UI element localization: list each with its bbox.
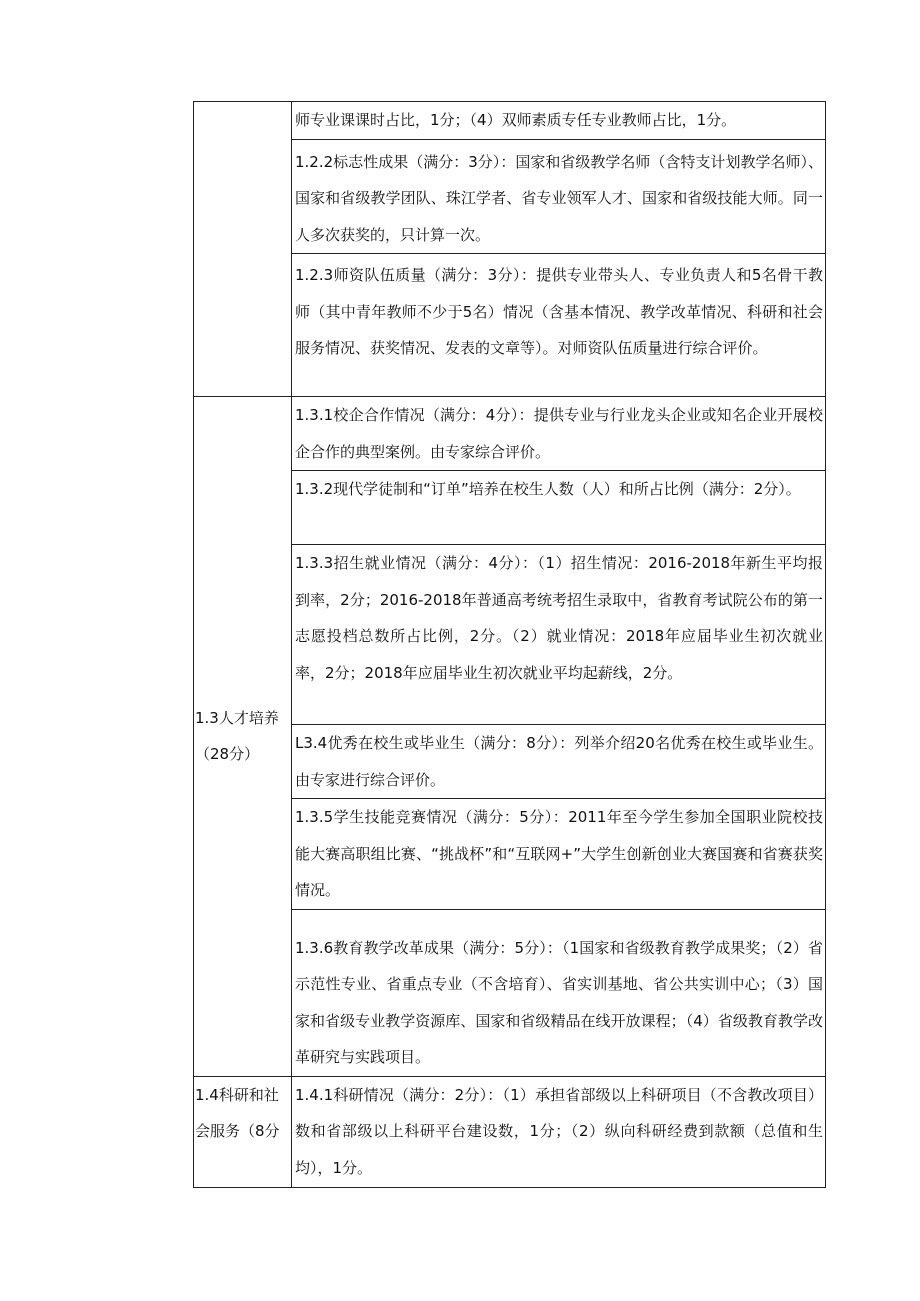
criterion-cell [292,1076,826,1187]
table-row [194,397,826,471]
criterion-text: 1.3.5学生技能竞赛情况（满分：5分）：2011年至今学生参加全国职业院校技能大赛高职组比赛、“挑战杯”和“互联网+”大学生创新创业大赛国赛和省赛获奖情况。 [295,808,823,899]
criterion-cell [292,545,826,725]
criterion-text: 1.4.1科研情况（满分：2分）：（1）承担省部级以上科研项目（不含教改项目）数和省部级以上科研平台建设数，1分；（2）纵向科研经费到款额（总值和生均），1分。 [295,1085,823,1177]
category-cell [194,1076,292,1187]
criterion-text: 师专业课课时占比，1分；（4）双师素质专任专业教师占比，1分。 [295,111,737,129]
criterion-text: 1.2.3师资队伍质量（满分：3分）：提供专业带头人、专业负责人和5名骨干教师（其中青年教师不少于5名）情况（含基本情况、教学改革情况、科研和社会服务情况、获奖情况、发表的文章等）。对师资队伍质量进行综合评价。 [295,266,823,357]
criterion-text: 1.3.6教育教学改革成果（满分：5分）：（1国家和省级教育教学成果奖；（2）省示范性专业、省重点专业（不含培育）、省实训基地、省公共实训中心；（3）国家和省级专业教学资源库、国家和省级精品在线开放课程；（4）省级教育教学改革研究与实践项目。 [295,938,823,1066]
criterion-cell [292,397,826,471]
evaluation-table [193,101,826,1188]
table-row [194,102,826,140]
criterion-text: 1.3.1校企合作情况（满分：4分）：提供专业与行业龙头企业或知名企业开展校企合作的典型案例。由专家综合评价。 [295,406,823,461]
category-label: 1.3人才培养（28分） [195,708,279,764]
criterion-text: L3.4优秀在校生或毕业生（满分：8分）：列举介绍20名优秀在校生或毕业生。由专家进行综合评价。 [295,734,823,789]
criterion-cell [292,102,826,140]
criterion-text: 1.2.2标志性成果（满分：3分）：国家和省级教学名师（含特支计划教学名师）、国家和省级教学团队、珠江学者、省专业领军人才、国家和省级技能大师。同一人多次获奖的，只计算一次。 [295,152,823,244]
category-cell [194,397,292,1077]
criterion-text: 1.3.3招生就业情况（满分：4分）：（1）招生情况：2016-2018年新生平均报到率，2分；2016-2018年普通高考统考招生录取中，省教育考试院公布的第一志愿投档总数所占比例，2分。（2）就业情况：2018年应届毕业生初次就业率，2分；2018年应届毕业生初次就业平均起薪线，2分。 [295,554,823,682]
criterion-cell [292,725,826,799]
criterion-text: 1.3.2现代学徒制和“订单”培养在校生人数（人）和所占比例（满分：2分）。 [295,480,801,498]
criterion-cell [292,799,826,910]
criterion-cell [292,139,826,254]
criterion-cell [292,254,826,397]
category-label: 1.4科研和社会服务（8分 [195,1085,280,1140]
category-cell-empty [194,102,292,397]
criterion-cell [292,471,826,545]
criterion-cell [292,909,826,1076]
table-row [194,1076,826,1187]
